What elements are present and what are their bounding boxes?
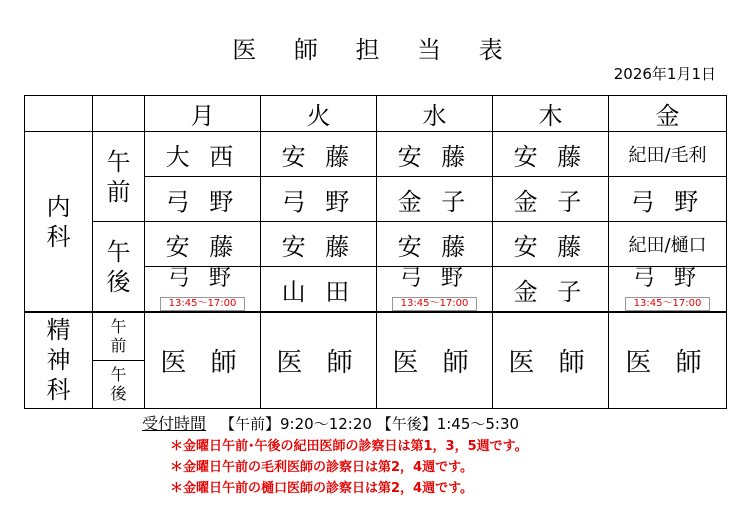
dept-char: 科	[46, 222, 71, 251]
doctor-cell: 安 藤	[261, 222, 377, 267]
doctor-cell: 紀田/毛利	[609, 132, 727, 177]
period-psych-am	[93, 312, 145, 360]
corner-cell	[25, 96, 93, 132]
doctor-cell: 大 西	[145, 132, 261, 177]
doctor-cell: 紀田/樋口	[609, 222, 727, 267]
period-internal-pm	[93, 222, 145, 313]
doctor-cell: 医 師	[609, 312, 727, 408]
doctor-cell-with-time	[145, 267, 261, 313]
time-note: 13:45～17:00	[625, 297, 711, 311]
note-item: ＊金曜日午前の樋口医師の診察日は第2，4週です。	[170, 481, 474, 496]
psych-row-am	[25, 312, 727, 360]
day-header-fri: 金	[609, 96, 727, 132]
dept-char: 神	[46, 346, 71, 375]
period-psych-pm	[93, 360, 145, 408]
reception-hours	[142, 411, 519, 434]
period-char: 午	[106, 147, 131, 176]
corner-cell	[93, 96, 145, 132]
doctor-cell: 金 子	[493, 177, 609, 222]
doctor-name: 弓 野	[400, 266, 469, 291]
doctor-cell: 金 子	[377, 177, 493, 222]
period-char: 午	[106, 237, 131, 266]
note-item: ＊金曜日午前･午後の紀田医師の診察日は第1，3，5週です。	[170, 439, 528, 454]
reception-hours-label: 受付時間	[142, 414, 207, 433]
doctor-cell: 弓 野	[261, 177, 377, 222]
doctor-cell: 金 子	[493, 267, 609, 313]
time-note: 13:45～17:00	[392, 297, 478, 311]
notes-list	[170, 436, 528, 499]
doctor-cell: 医 師	[377, 312, 493, 408]
schedule-table	[24, 95, 727, 409]
doctor-cell-with-time	[609, 267, 727, 313]
day-header-mon: 月	[145, 96, 261, 132]
doctor-cell: 山 田	[261, 267, 377, 313]
day-header-thu: 木	[493, 96, 609, 132]
doctor-name: 弓 野	[168, 266, 237, 291]
time-note: 13:45～17:00	[160, 297, 246, 311]
doctor-cell: 医 師	[261, 312, 377, 408]
doctor-cell: 安 藤	[145, 222, 261, 267]
doctor-cell: 弓 野	[145, 177, 261, 222]
issue-date: 2026年1月1日	[613, 65, 716, 83]
doctor-cell-with-time	[377, 267, 493, 313]
period-internal-am	[93, 132, 145, 222]
period-char: 前	[110, 336, 127, 356]
day-header-tue: 火	[261, 96, 377, 132]
period-char: 後	[110, 384, 127, 403]
period-char: 午	[110, 317, 127, 337]
dept-psychiatry	[25, 312, 93, 408]
page-title: 医 師 担 当 表	[232, 36, 518, 64]
note-item: ＊金曜日午前の毛利医師の診察日は第2，4週です。	[170, 460, 474, 475]
doctor-cell: 安 藤	[261, 132, 377, 177]
day-header-wed: 水	[377, 96, 493, 132]
reception-hours-text: 【午前】9:20～12:20 【午後】1:45～5:30	[220, 415, 520, 433]
internal-am-row-1	[25, 132, 727, 177]
internal-pm-row-1	[25, 222, 727, 267]
dept-char: 科	[46, 376, 71, 405]
dept-internal	[25, 132, 93, 313]
doctor-cell: 弓 野	[609, 177, 727, 222]
period-char: 午	[110, 365, 127, 384]
doctor-cell: 医 師	[493, 312, 609, 408]
dept-char: 精	[46, 316, 71, 345]
period-char: 後	[106, 267, 131, 296]
doctor-cell: 安 藤	[493, 132, 609, 177]
doctor-cell: 安 藤	[493, 222, 609, 267]
period-char: 前	[106, 177, 131, 206]
doctor-cell: 安 藤	[377, 222, 493, 267]
doctor-cell: 安 藤	[377, 132, 493, 177]
day-header-row	[25, 96, 727, 132]
doctor-name: 弓 野	[633, 266, 702, 291]
dept-char: 内	[46, 192, 71, 221]
doctor-cell: 医 師	[145, 312, 261, 408]
